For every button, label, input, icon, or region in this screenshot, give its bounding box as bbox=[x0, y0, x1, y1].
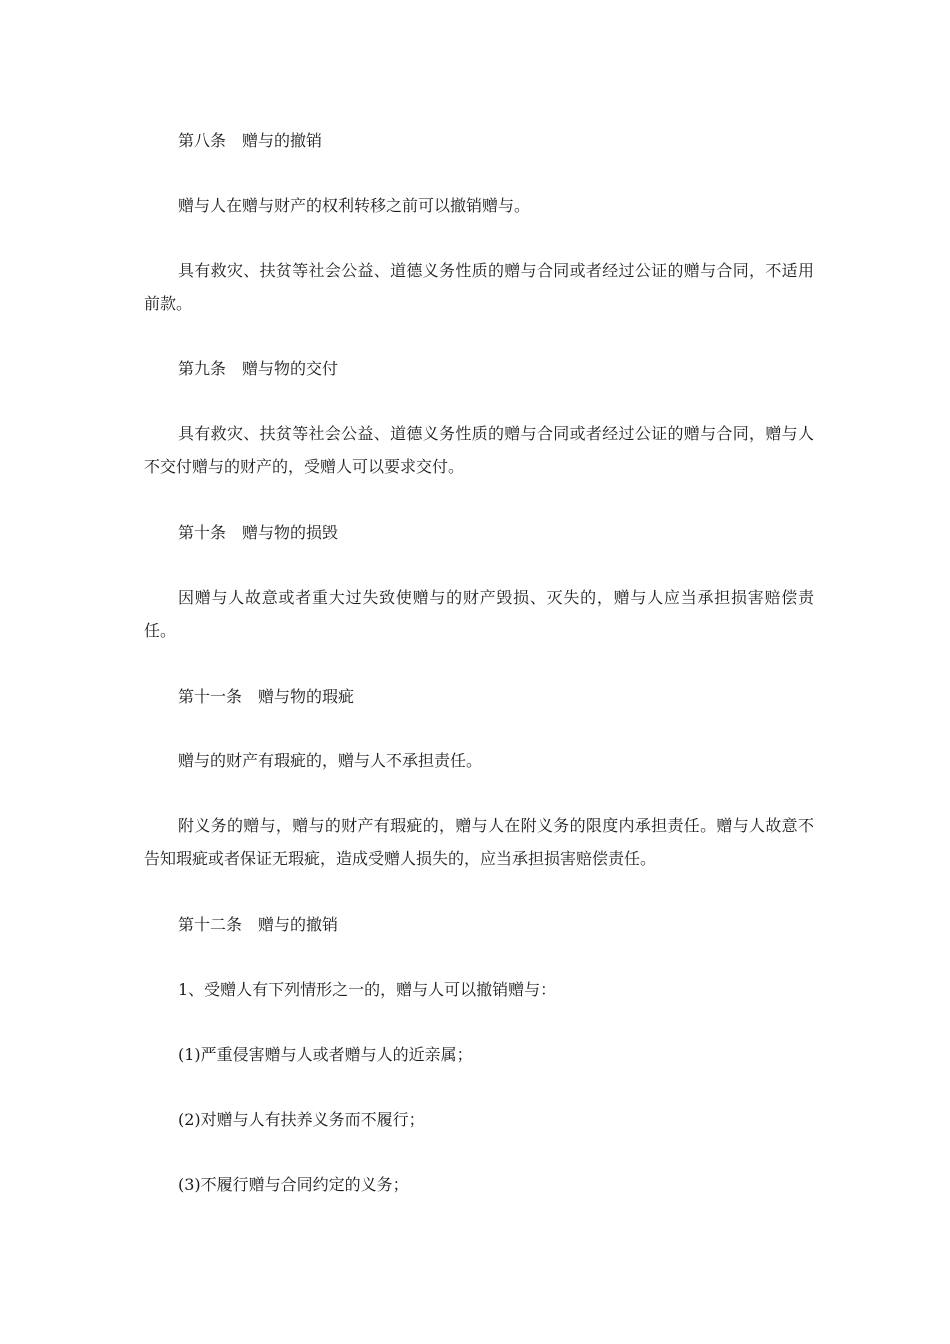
paragraph: 附义务的赠与，赠与的财产有瑕疵的，赠与人在附义务的限度内承担责任。赠与人故意不告知瑕疵或者保证无瑕疵，造成受赠人损失的，应当承担损害赔偿责任。 bbox=[144, 816, 814, 868]
paragraph: 因赠与人故意或者重大过失致使赠与的财产毁损、灭失的，赠与人应当承担损害赔偿责任。 bbox=[144, 588, 814, 640]
paragraph: 赠与人在赠与财产的权利转移之前可以撤销赠与。 bbox=[178, 196, 531, 215]
paragraph: 具有救灾、扶贫等社会公益、道德义务性质的赠与合同或者经过公证的赠与合同，不适用前款。 bbox=[144, 261, 814, 313]
article-12-heading: 第十二条 赠与的撤销 bbox=[178, 915, 339, 934]
list-item: (2)对赠与人有扶养义务而不履行； bbox=[178, 1110, 425, 1129]
article-8-heading: 第八条 赠与的撤销 bbox=[178, 131, 323, 150]
list-item: (1)严重侵害赠与人或者赠与人的近亲属； bbox=[178, 1045, 473, 1064]
article-9-heading: 第九条 赠与物的交付 bbox=[178, 359, 339, 378]
paragraph: 赠与的财产有瑕疵的，赠与人不承担责任。 bbox=[178, 751, 483, 770]
paragraph: 具有救灾、扶贫等社会公益、道德义务性质的赠与合同或者经过公证的赠与合同，赠与人不交付赠与的财产的，受赠人可以要求交付。 bbox=[144, 424, 814, 476]
article-10-heading: 第十条 赠与物的损毁 bbox=[178, 523, 339, 542]
article-11-heading: 第十一条 赠与物的瑕疵 bbox=[178, 687, 355, 706]
list-item: (3)不履行赠与合同约定的义务； bbox=[178, 1175, 409, 1194]
list-intro: 1、受赠人有下列情形之一的，赠与人可以撤销赠与： bbox=[178, 980, 557, 999]
